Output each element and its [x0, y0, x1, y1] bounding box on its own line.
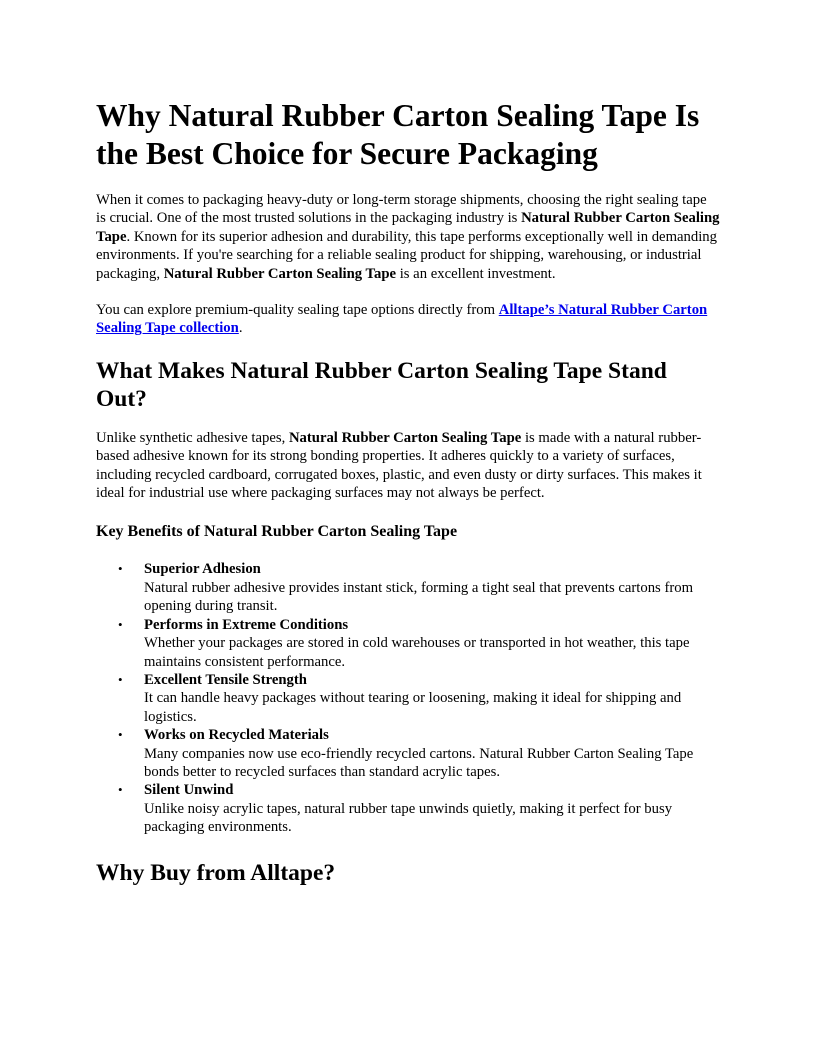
benefit-description: Whether your packages are stored in cold warehouses or transported in hot weather, this tape maintains consistent performance. [144, 635, 690, 670]
bullet-icon: • [118, 616, 123, 632]
bullet-icon: • [118, 727, 123, 743]
alltape-collection-link[interactable]: Alltape’s Natural Rubber Carton Sealing Tape collection [96, 302, 708, 337]
explore-end: . [238, 320, 243, 337]
stand-out-text-2: is made with a natural rubber-based adhesive known for its strong bonding properties. It adheres quickly to a variety of surfaces, including recycled cardboard, corrugated boxes, plastic, and even dusty or dirty surfaces. This makes it ideal for industrial use where packaging surfaces may not always be perfect. [96, 429, 702, 502]
intro-text-3: is an excellent investment. [396, 265, 556, 282]
stand-out-paragraph [96, 429, 720, 503]
list-item [96, 616, 720, 671]
intro-bold-1: Natural Rubber Carton Sealing Tape [96, 210, 720, 245]
benefit-description: Unlike noisy acrylic tapes, natural rubber tape unwinds quietly, making it perfect for busy packaging environments. [144, 800, 673, 836]
list-item [96, 781, 720, 836]
benefit-title: Performs in Extreme Conditions [144, 616, 349, 633]
stand-out-text-1: Unlike synthetic adhesive tapes, [96, 429, 289, 446]
explore-text: You can explore premium-quality sealing tape options directly from [96, 302, 499, 319]
intro-text-1: When it comes to packaging heavy-duty or long-term storage shipments, choosing the right sealing tape is crucial. One of the most trusted solutions in the packaging industry is [96, 192, 707, 227]
list-item [96, 726, 720, 781]
benefit-title: Excellent Tensile Strength [144, 671, 307, 688]
bullet-icon: • [118, 782, 123, 798]
benefit-description: It can handle heavy packages without tearing or loosening, making it ideal for shipping and logistics. [144, 690, 682, 725]
section-heading-stand-out: What Makes Natural Rubber Carton Sealing Tape Stand Out? [96, 357, 667, 412]
benefits-list [96, 560, 720, 836]
list-item [96, 671, 720, 726]
bullet-icon: • [118, 561, 123, 577]
benefit-description: Natural rubber adhesive provides instant stick, forming a tight seal that prevents cartons from opening during transit. [144, 579, 693, 615]
document-content [96, 97, 720, 903]
bullet-icon: • [118, 671, 123, 687]
intro-paragraph [96, 191, 720, 283]
stand-out-bold: Natural Rubber Carton Sealing Tape [288, 429, 522, 446]
benefit-title: Works on Recycled Materials [144, 727, 329, 744]
page-title: Why Natural Rubber Carton Sealing Tape Is the Best Choice for Secure Packaging [96, 98, 700, 171]
benefit-title: Silent Unwind [144, 782, 234, 799]
list-item [96, 560, 720, 615]
intro-text-2: . Known for its superior adhesion and durability, this tape performs exceptionally well in demanding environments. If you're searching for a reliable sealing product for shipping, warehousing, or industrial packaging, [96, 228, 717, 282]
benefits-heading: Key Benefits of Natural Rubber Carton Sealing Tape [96, 523, 458, 541]
section-heading-why-buy: Why Buy from Alltape? [96, 859, 336, 886]
benefit-description: Many companies now use eco-friendly recycled cartons. Natural Rubber Carton Sealing Tape bonds better to recycled surfaces than standard acrylic tapes. [144, 745, 694, 780]
explore-paragraph [96, 301, 720, 338]
benefit-title: Superior Adhesion [144, 561, 261, 578]
intro-bold-2: Natural Rubber Carton Sealing Tape [163, 265, 397, 282]
